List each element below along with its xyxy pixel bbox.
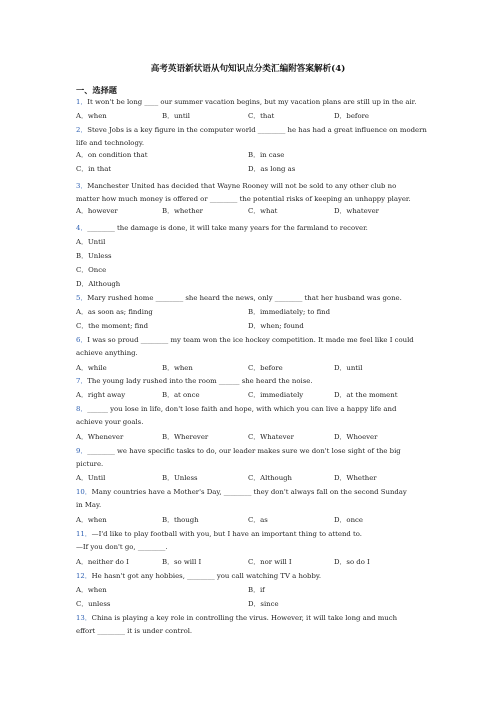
- question-4-option-d[interactable]: D．Although: [76, 280, 121, 288]
- question-2-option-d[interactable]: D．as long as: [248, 165, 296, 173]
- question-12-line-1: [76, 571, 421, 582]
- question-11-option-c[interactable]: C．nor will I: [248, 558, 292, 566]
- question-8-option-d[interactable]: D．Whoever: [334, 433, 378, 441]
- question-12-option-c[interactable]: C．unless: [76, 600, 111, 608]
- question-text: achieve your goals.: [76, 418, 144, 426]
- question-6-option-b[interactable]: B．when: [162, 364, 193, 372]
- question-6-option-d[interactable]: D．until: [334, 364, 363, 372]
- question-number: 6．: [76, 336, 88, 344]
- question-4-option-b[interactable]: B．Unless: [76, 252, 112, 260]
- question-number: 4．: [76, 224, 88, 232]
- question-number: 5．: [76, 294, 88, 302]
- question-3-option-b[interactable]: B．whether: [162, 207, 203, 215]
- question-text: Steve Jobs is a key figure in the computer world ________ he has had a great influence on modern: [87, 126, 427, 134]
- question-1-line-1: [76, 97, 421, 108]
- question-12-option-d[interactable]: D．since: [248, 600, 279, 608]
- question-2-line-2: [76, 138, 421, 149]
- document-title: 高考英语新状语从句知识点分类汇编附答案解析(4): [150, 64, 346, 74]
- question-number: 1．: [76, 98, 88, 106]
- question-10-line-2: [76, 500, 421, 511]
- question-12-option-a[interactable]: A．when: [76, 586, 107, 594]
- question-7-line-1: [76, 376, 421, 387]
- question-2-option-b[interactable]: B．in case: [248, 151, 285, 159]
- question-1-option-a[interactable]: A．when: [76, 112, 107, 120]
- question-number: 7．: [76, 377, 88, 385]
- question-text: achieve anything.: [76, 349, 138, 357]
- question-text: Many countries have a Mother's Day, ________ they don't always fall on the second Sunday: [91, 488, 407, 496]
- question-3-line-2: [76, 194, 421, 205]
- question-7-option-d[interactable]: D．at the moment: [334, 391, 398, 399]
- question-3-option-d[interactable]: D．whatever: [334, 207, 379, 215]
- question-6-line-1: [76, 335, 421, 346]
- question-text: Manchester United has decided that Wayne Rooney will not be sold to any other club no: [87, 182, 397, 190]
- question-text: effort ________ it is under control.: [76, 627, 193, 635]
- question-10-line-1: [76, 487, 421, 498]
- question-10-option-c[interactable]: C．as: [248, 516, 268, 524]
- question-5-option-d[interactable]: D．when; found: [248, 322, 304, 330]
- question-number: 10．: [76, 488, 92, 496]
- question-8-option-b[interactable]: B．Wherever: [162, 433, 209, 441]
- question-3-line-1: [76, 181, 421, 192]
- question-7-option-c[interactable]: C．immediately: [248, 391, 304, 399]
- question-text: life and technology.: [76, 139, 145, 147]
- question-11-line-2: [76, 542, 421, 553]
- question-5-option-a[interactable]: A．as soon as; finding: [76, 308, 153, 316]
- question-1-option-c[interactable]: C．that: [248, 112, 275, 120]
- question-9-option-b[interactable]: B．Unless: [162, 474, 198, 482]
- question-9-line-1: [76, 446, 421, 457]
- question-10-option-d[interactable]: D．once: [334, 516, 363, 524]
- question-number: 3．: [76, 182, 88, 190]
- question-number: 13．: [76, 614, 92, 622]
- question-text: ________ we have specific tasks to do, our leader makes sure we don't lose sight of the big: [87, 447, 401, 455]
- question-text: The young lady rushed into the room ______ she heard the noise.: [87, 377, 313, 385]
- question-2-option-a[interactable]: A．on condition that: [76, 151, 148, 159]
- question-5-line-1: [76, 293, 421, 304]
- question-2-option-c[interactable]: C．in that: [76, 165, 112, 173]
- question-2-line-1: [76, 125, 427, 136]
- question-13-line-2: [76, 626, 421, 637]
- question-8-option-c[interactable]: C．Whatever: [248, 433, 294, 441]
- question-text: ________ the damage is done, it will take many years for the farmland to recover.: [87, 224, 368, 232]
- question-13-line-1: [76, 613, 421, 624]
- question-9-line-2: [76, 459, 421, 470]
- question-5-option-b[interactable]: B．immediately; to find: [248, 308, 331, 316]
- question-text: matter how much money is offered or ________ the potential risks of keeping an unhappy player.: [76, 195, 411, 203]
- question-3-option-c[interactable]: C．what: [248, 207, 278, 215]
- question-4-option-c[interactable]: C．Once: [76, 266, 107, 274]
- question-1-option-b[interactable]: B．until: [162, 112, 191, 120]
- question-4-line-1: [76, 223, 421, 234]
- question-10-option-a[interactable]: A．when: [76, 516, 107, 524]
- question-11-option-b[interactable]: B．so will I: [162, 558, 202, 566]
- question-text: I was so proud ________ my team won the ice hockey competition. It made me feel like I could: [87, 336, 414, 344]
- question-9-option-a[interactable]: A．Until: [76, 474, 106, 482]
- question-9-option-c[interactable]: C．Although: [248, 474, 292, 482]
- question-text: in May.: [76, 501, 102, 509]
- question-11-option-d[interactable]: D．so do I: [334, 558, 370, 566]
- question-4-option-a[interactable]: A．Until: [76, 238, 106, 246]
- question-12-option-b[interactable]: B．if: [248, 586, 265, 594]
- question-11-option-a[interactable]: A．neither do I: [76, 558, 129, 566]
- section-heading: 一、选择题: [76, 85, 117, 95]
- question-text: Mary rushed home ________ she heard the news, only ________ that her husband was gone.: [87, 294, 402, 302]
- question-text: —I'd like to play football with you, but I have an important thing to attend to.: [91, 530, 362, 538]
- question-1-option-d[interactable]: D．before: [334, 112, 369, 120]
- question-10-option-b[interactable]: B．though: [162, 516, 199, 524]
- question-6-option-c[interactable]: C．before: [248, 364, 283, 372]
- question-text: —If you don't go, ________.: [76, 543, 168, 551]
- question-number: 8．: [76, 405, 88, 413]
- question-11-line-1: [76, 529, 421, 540]
- question-text: It won't be long ____ our summer vacation begins, but my vacation plans are still up in the air.: [87, 98, 417, 106]
- question-8-line-2: [76, 417, 421, 428]
- question-text: ______ you lose in life, don't lose faith and hope, with which you can live a happy life and: [87, 405, 397, 413]
- question-7-option-b[interactable]: B．at once: [162, 391, 200, 399]
- question-number: 2．: [76, 126, 88, 134]
- question-number: 12．: [76, 572, 92, 580]
- question-text: China is playing a key role in controlling the virus. However, it will take long and much: [91, 614, 398, 622]
- question-number: 9．: [76, 447, 88, 455]
- question-8-option-a[interactable]: A．Whenever: [76, 433, 124, 441]
- question-6-option-a[interactable]: A．while: [76, 364, 107, 372]
- question-text: picture.: [76, 460, 104, 468]
- question-number: 11．: [76, 530, 92, 538]
- question-8-line-1: [76, 404, 421, 415]
- question-5-option-c[interactable]: C．the moment; find: [76, 322, 149, 330]
- question-3-option-a[interactable]: A．however: [76, 207, 118, 215]
- question-6-line-2: [76, 348, 421, 359]
- question-7-option-a[interactable]: A．right away: [76, 391, 126, 399]
- question-9-option-d[interactable]: D．Whether: [334, 474, 377, 482]
- question-text: He hasn't got any hobbies, ________ you call watching TV a hobby.: [91, 572, 322, 580]
